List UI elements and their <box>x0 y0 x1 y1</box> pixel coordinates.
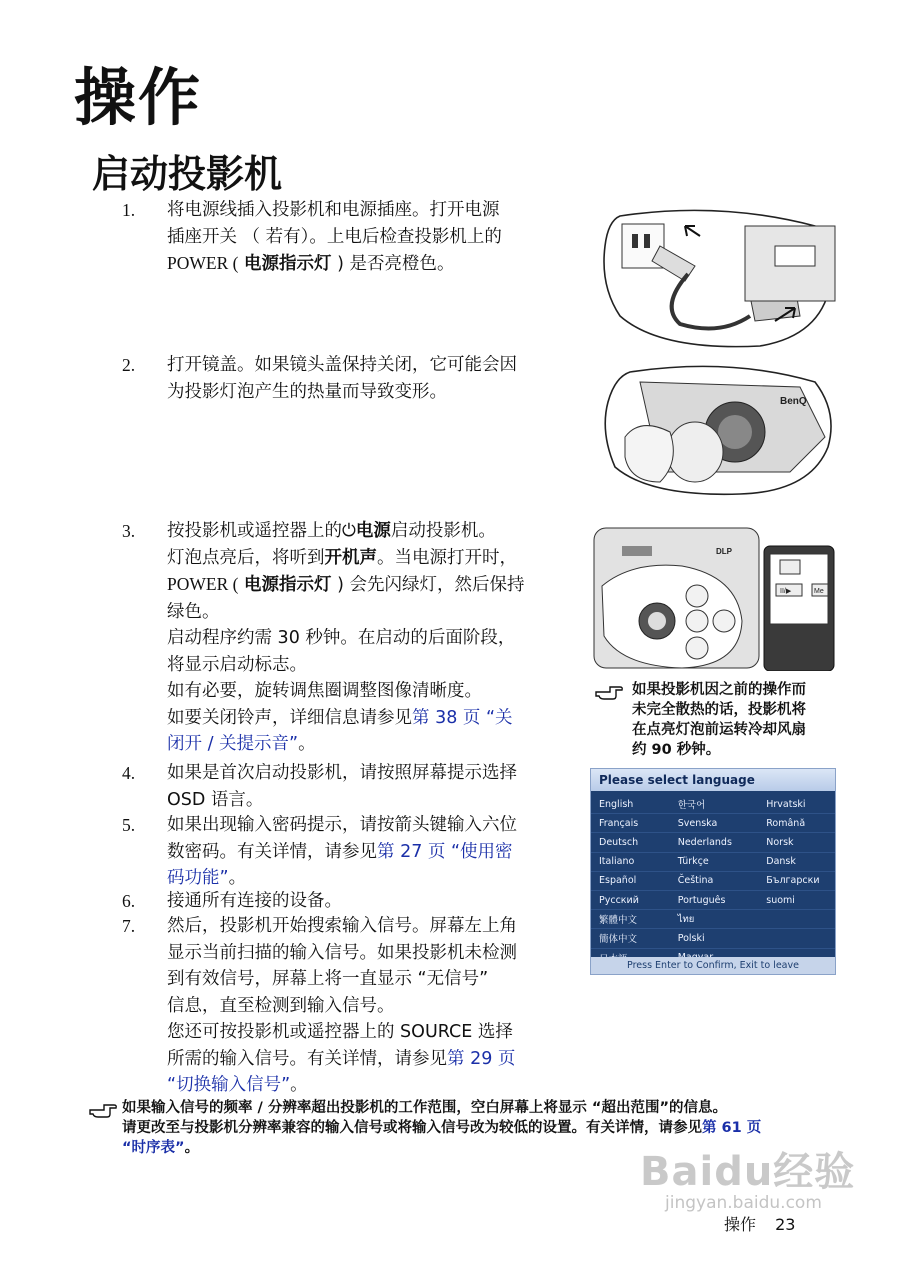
remote-button-label: II/▶ <box>780 588 792 595</box>
page-link[interactable]: “切换输入信号” <box>167 1075 291 1095</box>
language-menu <box>590 768 836 975</box>
step-line: 如有必要，旋转调焦圈调整图像清晰度。 <box>167 681 482 701</box>
page-link[interactable]: 第 61 页 <box>702 1120 762 1136</box>
language-option[interactable]: Български <box>766 875 820 887</box>
lens-cap-illustration <box>600 362 838 497</box>
watermark-url: jingyan.baidu.com <box>665 1193 822 1213</box>
page-link[interactable]: 第 29 页 <box>447 1048 516 1069</box>
step-text: 如要关闭铃声，详细信息请参见 <box>167 707 412 728</box>
note-text: 请更改至与投影机分辨率兼容的输入信号或将输入信号改为较低的设置。有关详情，请参见 <box>122 1120 702 1136</box>
language-option[interactable]: Español <box>599 875 637 887</box>
step-line: 您还可按投影机或遥控器上的 SOURCE 选择 <box>167 1022 513 1042</box>
control-panel-illustration <box>592 526 840 671</box>
step-text: 。 <box>228 868 247 888</box>
step-2 <box>122 352 592 405</box>
step-6 <box>122 888 592 915</box>
language-option[interactable]: Svenska <box>677 817 718 829</box>
step-text: 数密码。有关详情，请参见 <box>167 841 377 862</box>
power-cord-illustration <box>600 206 840 351</box>
step-line: 显示当前扫描的输入信号。如果投影机未检测 <box>167 942 517 963</box>
step-3 <box>122 518 592 758</box>
language-row <box>591 814 835 833</box>
language-option[interactable]: Polski <box>677 932 705 944</box>
step-number: 3. <box>122 521 136 541</box>
page-link[interactable]: 闭开 / 关提示音” <box>167 734 299 754</box>
step-text: 按投影机或遥控器上的 <box>167 521 342 541</box>
step-line: 接通所有连接的设备。 <box>167 891 342 911</box>
language-option[interactable]: Nederlands <box>677 836 732 848</box>
language-option[interactable]: Norsk <box>766 836 794 848</box>
step-number: 5. <box>122 815 136 835</box>
step-line: OSD 语言。 <box>167 789 264 810</box>
language-row <box>591 853 835 872</box>
language-option[interactable]: Română <box>766 817 806 829</box>
power-label: 电源 <box>355 521 391 541</box>
language-option[interactable]: Türkçe <box>677 856 709 868</box>
language-row <box>591 833 835 852</box>
watermark-logo: Baidu经验 <box>640 1149 856 1195</box>
step-1 <box>122 197 592 278</box>
language-row <box>591 891 835 910</box>
power-label: POWER ( <box>167 253 239 273</box>
page-link[interactable]: “时序表” <box>122 1140 185 1156</box>
language-option[interactable]: Hrvatski <box>766 798 806 810</box>
note-line: 在点亮灯泡前运转冷却风扇 <box>632 722 806 738</box>
step-line: 插座开关 （ 若有）。上电后检查投影机上的 <box>167 226 502 247</box>
language-row <box>591 795 835 814</box>
page-link[interactable]: 第 38 页 “关 <box>412 707 513 728</box>
step-line: 启动程序约需 30 秒钟。在启动的后面阶段， <box>167 628 516 648</box>
side-note <box>594 680 834 760</box>
step-line: 绿色。 <box>167 601 220 622</box>
step-text: 启动投影机。 <box>390 521 496 541</box>
language-grid <box>591 791 835 968</box>
power-icon: ⏻ <box>342 521 356 541</box>
section-title: 启动投影机 <box>92 152 283 196</box>
remote-button-label: Me <box>814 588 824 595</box>
step-text: 。 <box>290 1075 308 1095</box>
note-line: 约 90 秒钟。 <box>632 742 721 758</box>
pointing-hand-icon <box>88 1100 118 1118</box>
power-indicator-label: 电源指示灯 <box>244 575 332 595</box>
language-option[interactable]: Deutsch <box>599 836 639 848</box>
step-text: 所需的输入信号。有关详情，请参见 <box>167 1048 447 1069</box>
page-title: 操作 <box>74 61 203 134</box>
note-line: 未完全散热的话，投影机将 <box>632 702 806 718</box>
language-option[interactable]: 한국어 <box>677 800 706 812</box>
step-line: 信息，直至检测到输入信号。 <box>167 995 395 1016</box>
language-option[interactable]: 繁體中文 <box>599 915 638 927</box>
step-7 <box>122 913 592 1099</box>
step-number: 6. <box>122 891 136 911</box>
note-text: 。 <box>184 1140 200 1156</box>
step-text: 灯泡点亮后，将听到 <box>167 547 325 568</box>
note-line: 如果投影机因之前的操作而 <box>632 682 806 698</box>
step-text: 。 <box>298 734 316 754</box>
language-option[interactable]: Français <box>599 817 639 829</box>
step-number: 1. <box>122 200 136 220</box>
language-option[interactable]: Русский <box>599 894 639 906</box>
language-option[interactable]: 簡体中文 <box>599 934 638 946</box>
language-option[interactable]: Dansk <box>766 856 796 868</box>
language-row <box>591 910 835 929</box>
language-option[interactable]: ไทย <box>677 913 695 925</box>
language-menu-title: Please select language <box>591 769 835 791</box>
step-number: 2. <box>122 355 136 375</box>
step-text: 。当电源打开时， <box>377 547 517 568</box>
step-line: 为投影灯泡产生的热量而导致变形。 <box>167 381 447 402</box>
step-number: 4. <box>122 763 136 783</box>
page-link[interactable]: 第 27 页 “使用密 <box>377 841 513 862</box>
step-line: 到有效信号，屏幕上将一直显示 “无信号” <box>167 969 489 989</box>
footer-label: 操作 <box>724 1215 757 1234</box>
language-row <box>591 872 835 891</box>
step-5 <box>122 812 592 892</box>
step-text: ) 会先闪绿灯，然后保持 <box>337 575 525 595</box>
step-text: ) 是否亮橙色。 <box>337 254 455 274</box>
note-line: 如果输入信号的频率 / 分辨率超出投影机的工作范围，空白屏幕上将显示 “超出范围”的信息。 <box>122 1100 727 1116</box>
page-number: 23 <box>775 1215 796 1234</box>
language-row <box>591 929 835 948</box>
language-option[interactable]: Čeština <box>677 875 714 887</box>
language-option[interactable]: English <box>599 798 634 810</box>
step-line: 将电源线插入投影机和电源插座。打开电源 <box>167 200 500 220</box>
brand-text: BenQ <box>780 396 807 407</box>
power-indicator-label: 电源指示灯 <box>244 254 332 274</box>
language-option[interactable]: suomi <box>766 894 795 906</box>
step-line: 打开镜盖。如果镜头盖保持关闭，它可能会因 <box>167 355 517 375</box>
step-line: 将显示启动标志。 <box>167 654 307 675</box>
page-link[interactable]: 码功能” <box>167 868 229 888</box>
language-menu-footer: Press Enter to Confirm, Exit to leave <box>591 957 835 974</box>
step-line: 如果出现输入密码提示，请按箭头键输入六位 <box>167 815 517 835</box>
startup-sound-label: 开机声 <box>324 547 377 568</box>
step-4 <box>122 760 592 813</box>
dlp-logo: DLP <box>716 547 732 556</box>
power-label: POWER ( <box>167 574 239 594</box>
language-option[interactable]: Português <box>677 894 726 906</box>
language-option[interactable]: Italiano <box>599 856 635 868</box>
step-line: 如果是首次启动投影机，请按照屏幕提示选择 <box>167 763 517 783</box>
pointing-hand-icon <box>594 682 624 700</box>
step-number: 7. <box>122 916 136 936</box>
page-footer <box>724 1212 795 1235</box>
step-line: 然后，投影机开始搜索输入信号。屏幕左上角 <box>167 916 517 936</box>
